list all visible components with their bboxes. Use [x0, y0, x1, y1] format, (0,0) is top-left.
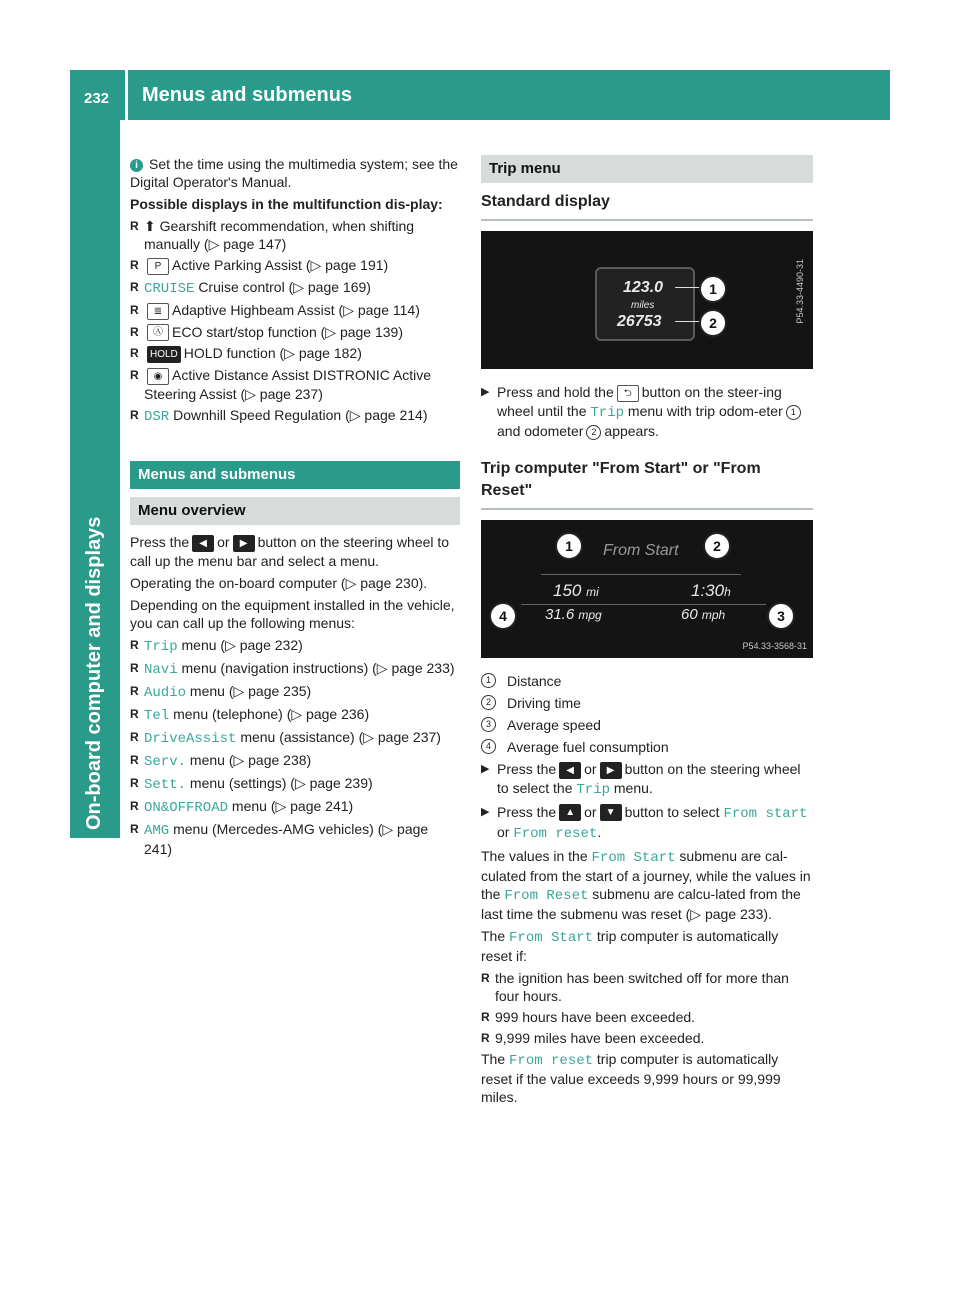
- callout-1-icon: 1: [481, 673, 496, 688]
- display-code: DSR: [144, 408, 170, 425]
- callout-1: 1: [699, 275, 727, 303]
- list-item: R P Active Parking Assist (▷ page 191): [130, 257, 389, 273]
- page-title: Menus and submenus: [142, 84, 353, 106]
- paragraph: The From reset trip computer is automatically reset if the value exceeds 9,999 hours or 99,999 miles.: [481, 1050, 781, 1105]
- right-arrow-button-icon: ▶: [233, 535, 255, 552]
- info-note: i Set the time using the multimedia system; see the Digital Operator's Manual.: [130, 156, 458, 190]
- down-arrow-button-icon: ▼: [600, 804, 622, 821]
- paragraph: The From Start trip computer is automatically reset if:: [481, 927, 779, 964]
- list-item: R the ignition has been switched off for more than four hours.: [481, 969, 789, 1004]
- list-item: R Ⓐ ECO start/stop function (▷ page 139): [130, 323, 403, 340]
- callout-3-icon: 3: [481, 717, 496, 732]
- reset-conditions-list: [481, 969, 813, 1047]
- arrow-icon: ▶: [481, 805, 490, 818]
- arrow-icon: ▶: [481, 386, 490, 398]
- chapter-title: On-board computer and displays: [83, 516, 105, 830]
- callout-2: 2: [703, 532, 731, 560]
- callout-line: [675, 287, 701, 288]
- list-item: R 9,999 miles have been exceeded.: [481, 1029, 705, 1046]
- distance-value: 150 mi: [553, 580, 599, 600]
- paragraph: Depending on the equipment installed in the vehicle, you can call up the following menus:: [130, 596, 455, 631]
- arrow-icon: ▶: [481, 762, 490, 775]
- list-item: R ON&OFFROAD menu (▷ page 241): [130, 797, 354, 816]
- callout-2: 2: [699, 309, 727, 337]
- menu-code: AMG: [144, 822, 170, 839]
- list-item: R ◉ Active Distance Assist DISTRONIC Active Steering Assist (▷ page 237): [130, 367, 432, 402]
- info-icon: i: [130, 159, 143, 172]
- right-arrow-button-icon: ▶: [600, 762, 622, 779]
- odometer-value: 26753: [617, 313, 662, 330]
- left-arrow-button-icon: ◀: [559, 762, 581, 779]
- displays-list: [130, 217, 460, 426]
- header-divider: [125, 70, 128, 120]
- section-menus-submenus: Menus and submenus: [130, 461, 460, 489]
- time-value: 1:30h: [691, 580, 731, 600]
- menu-code: Serv.: [144, 753, 187, 770]
- fuel-value: 31.6 mpg: [545, 605, 602, 623]
- back-button-icon: ⮌: [617, 385, 639, 402]
- menu-code: DriveAssist: [144, 730, 237, 747]
- menu-code: Trip: [144, 638, 178, 655]
- callout-4-icon: 4: [481, 739, 496, 754]
- display-rule: [521, 604, 766, 605]
- menu-code: Navi: [144, 661, 178, 678]
- menu-code: Audio: [144, 684, 187, 701]
- callout-1-icon: 1: [786, 405, 801, 420]
- trip-computer-heading: Trip computer "From Start" or "From Reset": [481, 458, 813, 510]
- page-number: 232: [84, 90, 110, 107]
- paragraph: Operating the on-board computer (▷ page 230).: [130, 574, 428, 591]
- menu-code: Tel: [144, 707, 170, 724]
- list-item: R DriveAssist menu (assistance) (▷ page 237): [130, 728, 441, 747]
- speed-value: 60 mph: [681, 605, 726, 623]
- callout-3: 3: [767, 602, 795, 630]
- eco-start-stop-icon: Ⓐ: [147, 324, 169, 341]
- instruction-step: ▶ Press and hold the ⮌ button on the steer-ing wheel until the Trip menu with trip odom-eter 1and odometer 2 appears.: [481, 383, 813, 440]
- paragraph: The values in the From Start submenu are cal-culated from the start of a journey, while the values in the From Reset submenu are calcu-lated from the last time the submenu was reset (▷ page 233).: [481, 847, 811, 922]
- instruction-step: ▶ Press the ▲ or ▼ button to select From start or From reset.: [481, 803, 808, 842]
- legend-item: 3 Average speed: [481, 716, 813, 734]
- list-item: R 999 hours have been exceeded.: [481, 1008, 696, 1025]
- left-column: [130, 155, 460, 861]
- list-item: R HOLD HOLD function (▷ page 182): [130, 345, 362, 362]
- callout-line: [675, 321, 701, 322]
- gearshift-icon: ⬆: [144, 218, 156, 234]
- paragraph: Press the ◀ or ▶ button on the steering wheel to call up the menu bar and select a menu.: [130, 533, 450, 569]
- list-item: R Trip menu (▷ page 232): [130, 636, 303, 655]
- trip-unit: miles: [631, 300, 655, 311]
- possible-displays-heading: Possible displays in the multifunction dis-play:: [130, 196, 443, 212]
- list-item: R Audio menu (▷ page 235): [130, 682, 312, 701]
- callout-1: 1: [555, 532, 583, 560]
- distronic-icon: ◉: [147, 368, 169, 385]
- figure-code: P54.33-4490-31: [795, 259, 805, 324]
- menus-list: [130, 636, 460, 858]
- trip-value: 123.0: [623, 279, 664, 296]
- right-column: [481, 155, 813, 1110]
- list-item: R DSR Downhill Speed Regulation (▷ page 214): [130, 406, 428, 425]
- legend-item: 4 Average fuel consumption: [481, 738, 813, 756]
- parking-icon: P: [147, 258, 169, 275]
- instruction-step: ▶ Press the ◀ or ▶ button on the steering wheel to select the Trip menu.: [481, 760, 801, 798]
- list-item: R CRUISE Cruise control (▷ page 169): [130, 278, 371, 297]
- callout-2-icon: 2: [586, 425, 601, 440]
- callout-4: 4: [489, 602, 517, 630]
- callout-2-icon: 2: [481, 695, 496, 710]
- display-rule: [541, 574, 741, 575]
- standard-display-image: [481, 231, 813, 369]
- section-menu-overview: Menu overview: [130, 497, 460, 525]
- display-code: CRUISE: [144, 280, 195, 297]
- legend-item: 2 Driving time: [481, 694, 813, 712]
- up-arrow-button-icon: ▲: [559, 804, 581, 821]
- hold-icon: HOLD: [147, 346, 181, 363]
- menu-code: ON&OFFROAD: [144, 799, 229, 816]
- menu-code: Sett.: [144, 776, 187, 793]
- chapter-side-tab: [70, 120, 120, 838]
- list-item: R AMG menu (Mercedes-AMG vehicles) (▷ page 241): [130, 820, 429, 857]
- display-header: From Start: [603, 541, 679, 559]
- left-arrow-button-icon: ◀: [192, 535, 214, 552]
- section-trip-menu: Trip menu: [481, 155, 813, 183]
- standard-display-heading: Standard display: [481, 191, 813, 221]
- legend-list: [481, 672, 813, 756]
- highbeam-icon: ≣: [147, 303, 169, 320]
- list-item: R Tel menu (telephone) (▷ page 236): [130, 705, 370, 724]
- list-item: R Navi menu (navigation instructions) (▷ page 233): [130, 659, 455, 678]
- figure-code: P54.33-3568-31: [742, 640, 807, 651]
- list-item: R ≣ Adaptive Highbeam Assist (▷ page 114): [130, 301, 420, 318]
- legend-item: 1 Distance: [481, 672, 813, 690]
- page-header: [70, 70, 890, 120]
- list-item: R ⬆ Gearshift recommendation, when shifting manually (▷ page 147): [130, 218, 415, 252]
- list-item: R Sett. menu (settings) (▷ page 239): [130, 774, 373, 793]
- trip-computer-image: [481, 520, 813, 658]
- list-item: R Serv. menu (▷ page 238): [130, 751, 312, 770]
